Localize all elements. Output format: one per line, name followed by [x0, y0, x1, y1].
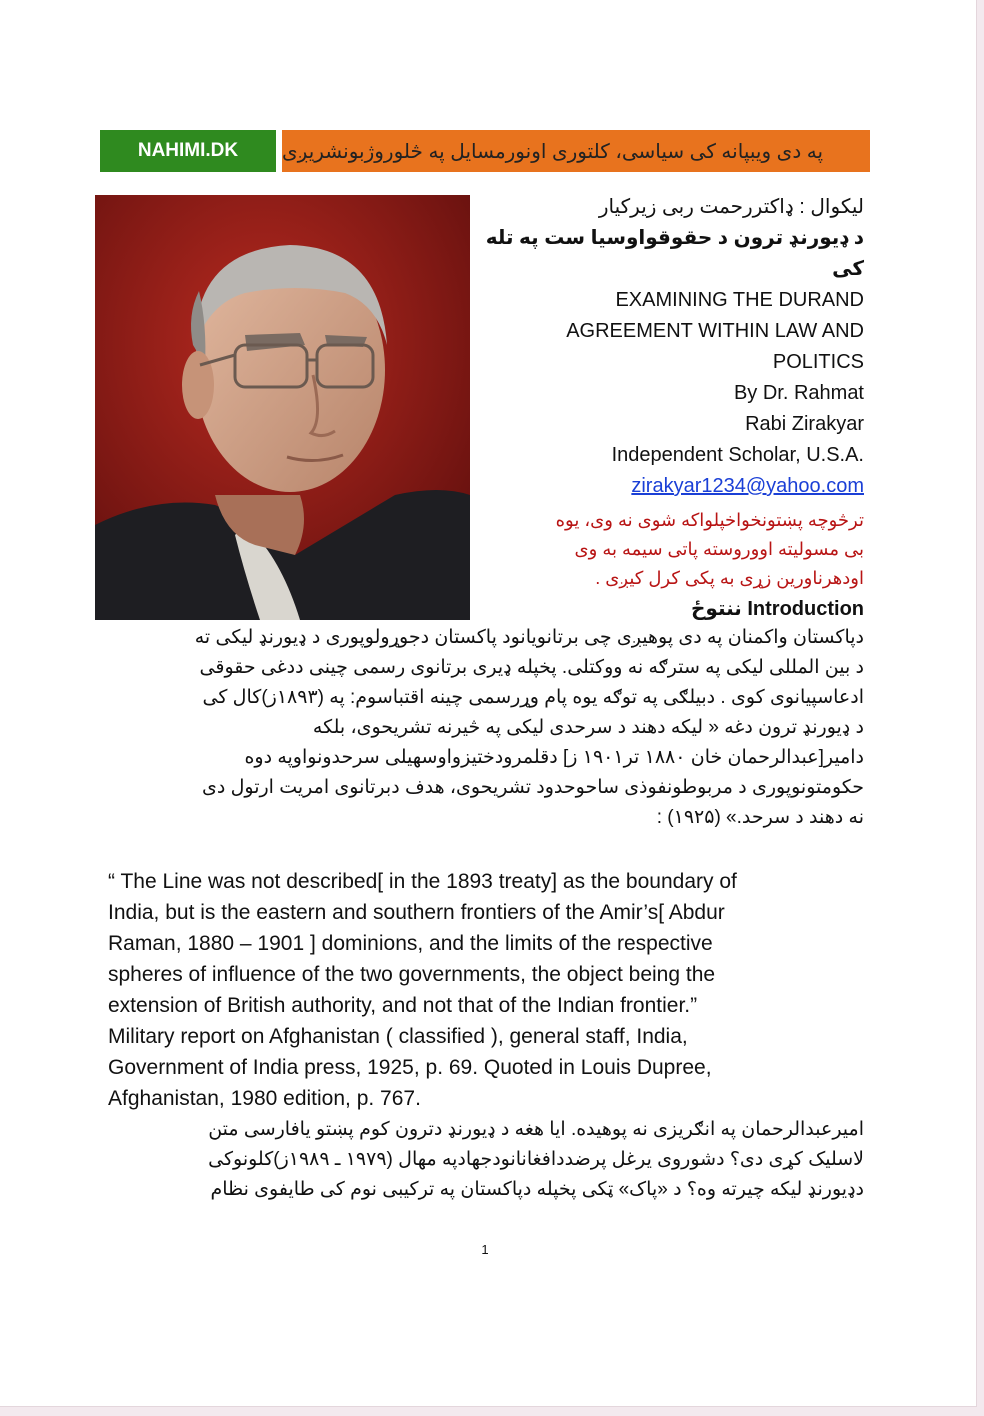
- quote-line: extension of British authority, and not that of the Indian frontier.”: [108, 994, 698, 1017]
- quote-line: spheres of influence of the two governments, the object being the: [108, 963, 716, 986]
- quote-line: Afghanistan, 1980 edition, p. 767.: [108, 1087, 421, 1110]
- paragraph-line: دډیورنډ لیکه چیرته وه؟ د «پاک» ټکی پخپله دپاکستان په ترکیبی نوم کی طایفوی نظام: [210, 1179, 864, 1200]
- paragraph-line: ادعاسپیانوی کوی . دبیلګی په توګه یوه پام وړرسمی چینه اقتباسوم: په (۱۸۹۳ز)کال کی: [202, 687, 864, 708]
- site-tagline: په دی ویبپانه کی سیاسی، کلتوری اونورمسایل په څلوروژبونشریږی: [282, 130, 870, 172]
- author-line: لیکوال : ډاکتررحمت ربی زیرکیار: [598, 196, 864, 218]
- author-email-link[interactable]: zirakyar1234@yahoo.com: [631, 475, 864, 497]
- page-number: 1: [481, 1242, 489, 1257]
- red-note: [478, 506, 864, 593]
- introduction-heading: Introduction ننتوځ: [691, 598, 864, 620]
- article-header: [478, 192, 864, 593]
- author-portrait: [95, 195, 470, 620]
- paragraph-line: د بین المللی لیکی په سترګه نه ووکتلی. پخپله ډیری برتانوی رسمی چینی ددغی حقوقی: [199, 657, 864, 678]
- paragraph-line: دامیر[عبدالرحمان خان ۱۸۸۰ تر۱۹۰۱ ز] دقلمرودختیزواوسهیلی سرحدونواوپه دوه: [244, 747, 864, 768]
- title-english-line: POLITICS: [772, 351, 864, 373]
- quote-line: India, but is the eastern and southern frontiers of the Amir’s[ Abdur: [108, 901, 725, 924]
- red-note-line: بی مسولیته اووروسته پاتی سیمه به وی: [574, 539, 864, 559]
- introduction-paragraph: [100, 626, 864, 836]
- title-pashto: د ډیورنډ ترون د حقوقواوسیا ست په تله کی: [485, 227, 864, 280]
- paragraph-line: نه دهند د سرحد.» (۱۹۲۵) :: [656, 807, 864, 828]
- quote-line: “ The Line was not described[ in the 1893 treaty] as the boundary of: [108, 870, 737, 893]
- paragraph-line: حکومتونوپوری د مربوطونفوذی ساحوحدود تشریحوی، هدف دبرتانوی امریت ارتول دی: [201, 777, 864, 798]
- paragraph-line: د ډیورنډ ترون دغه « لیکه دهند د سرحدی لیکی په څیرنه تشریحوی، بلکه: [312, 717, 864, 738]
- portrait-illustration: [95, 195, 470, 620]
- quote-line: Military report on Afghanistan ( classified ), general staff, India,: [108, 1025, 688, 1048]
- paragraph-line: امیرعبدالرحمان په انګریزی نه پوهیده. ایا هغه د ډیورنډ دترون کوم پښتو یافارسی متن: [208, 1119, 864, 1140]
- title-english-line: AGREEMENT WITHIN LAW AND: [566, 320, 864, 342]
- red-note-line: اودهرناورین زړی به پکی کرل کیږی .: [595, 568, 864, 588]
- title-english-line: EXAMINING THE DURAND: [615, 289, 864, 311]
- byline-line: By Dr. Rahmat: [733, 382, 864, 404]
- byline-line: Rabi Zirakyar: [745, 413, 864, 435]
- quote-line: Raman, 1880 – 1901 ] dominions, and the limits of the respective: [108, 932, 713, 955]
- english-quote: [108, 866, 868, 1114]
- byline-line: Independent Scholar, U.S.A.: [611, 444, 864, 466]
- closing-paragraph: [100, 1118, 864, 1208]
- paragraph-line: لاسلیک کړی دی؟ دشوروی یرغل پرضددافغانانودجهادپه مهال (۱۹۷۹ ـ ۱۹۸۹ز)کلونوکی: [208, 1149, 864, 1170]
- site-badge[interactable]: NAHIMI.DK: [100, 130, 276, 172]
- paragraph-line: دپاکستان واکمنان په دی پوهیږی چی برتانویانود پاکستان دجوړولوپوری د ډیورنډ لیکی ته: [194, 627, 864, 648]
- red-note-line: ترڅوچه پښتونخواخپلواکه شوی نه وی، یوه: [555, 510, 864, 530]
- quote-line: Government of India press, 1925, p. 69. Quoted in Louis Dupree,: [108, 1056, 712, 1079]
